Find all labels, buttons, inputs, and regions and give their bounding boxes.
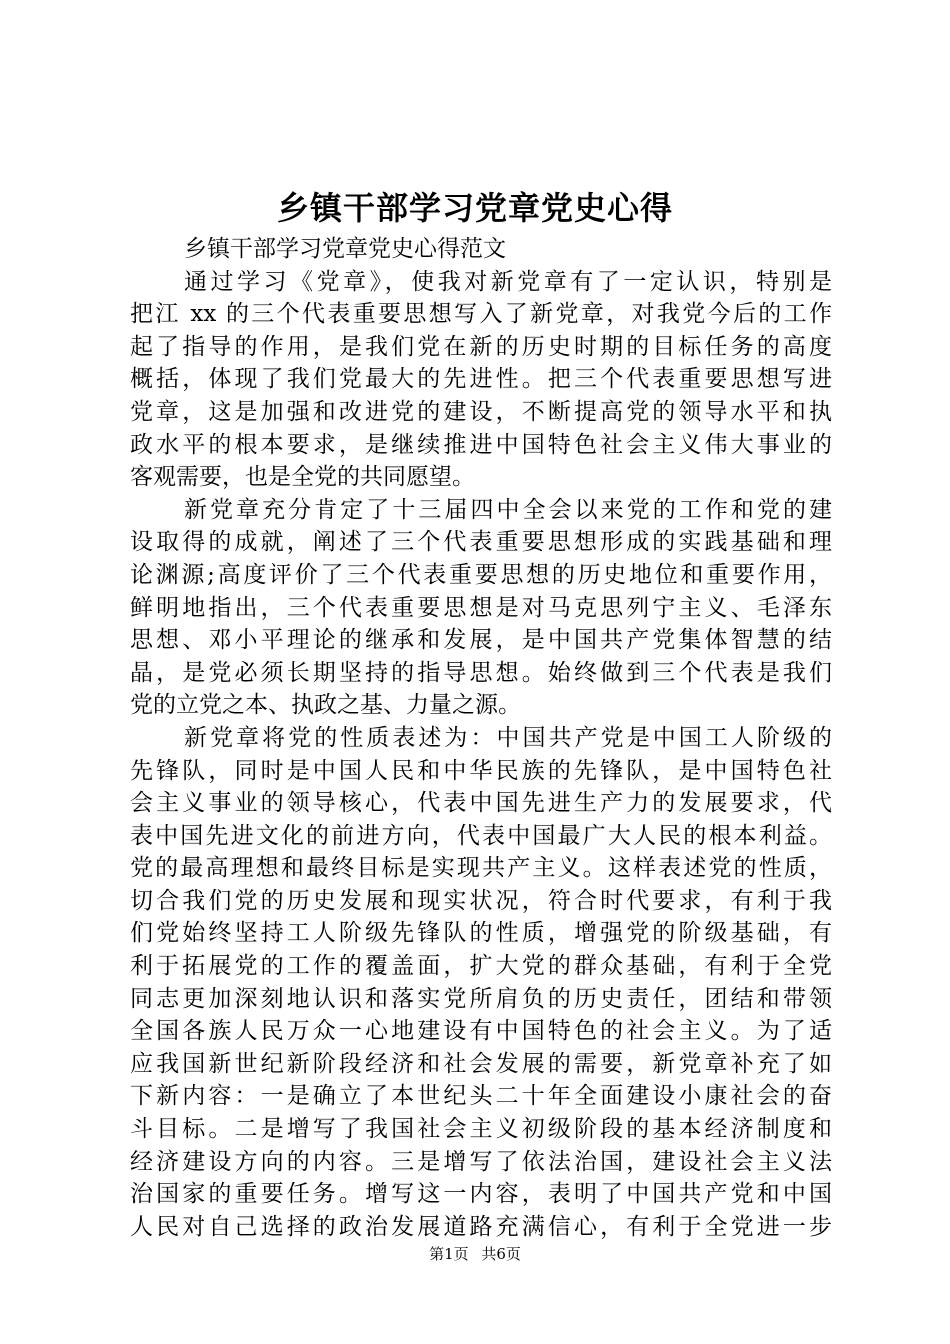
text-line: 论渊源;高度评价了三个代表重要思想的历史地位和重要作用， xyxy=(130,561,832,588)
text-line: 先锋队，同时是中国人民和中华民族的先锋队，是中国特色社 xyxy=(130,757,832,784)
text-line: 乡镇干部学习党章党史心得范文 xyxy=(184,236,506,262)
text-line: 全国各族人民万众一心地建设有中国特色的社会主义。为了适 xyxy=(130,1018,832,1045)
text-line: 概括，体现了我们党最大的先进性。把三个代表重要思想写进 xyxy=(130,366,832,393)
text-line: 党章，这是加强和改进党的建设，不断提高党的领导水平和执 xyxy=(130,398,832,425)
text-line: 表中国先进文化的前进方向，代表中国最广大人民的根本利益。 xyxy=(130,822,832,849)
text-line: 新党章将党的性质表述为：中国共产党是中国工人阶级的 xyxy=(184,724,832,751)
text-line: 斗目标。二是增写了我国社会主义初级阶段的基本经济制度和 xyxy=(130,1116,832,1143)
page-total: 共6页 xyxy=(481,1245,521,1263)
text-line: 党的立党之本、执政之基、力量之源。 xyxy=(130,692,521,719)
text-line: 人民对自己选择的政治发展道路充满信心，有利于全党进一步 xyxy=(130,1213,832,1240)
document-title: 乡镇干部学习党章党史心得 xyxy=(276,189,673,227)
text-line: 应我国新世纪新阶段经济和社会发展的需要，新党章补充了如 xyxy=(130,1050,832,1077)
text-line: 同志更加深刻地认识和落实党所肩负的历史责任，团结和带领 xyxy=(130,985,832,1012)
text-line: 客观需要，也是全党的共同愿望。 xyxy=(130,464,475,491)
text-line: 鲜明地指出，三个代表重要思想是对马克思列宁主义、毛泽东 xyxy=(130,594,832,621)
text-line: 们党始终坚持工人阶级先锋队的性质，增强党的阶级基础，有 xyxy=(130,920,832,947)
text-line: 下新内容：一是确立了本世纪头二十年全面建设小康社会的奋 xyxy=(130,1083,832,1110)
page-number: 第1页 xyxy=(429,1245,469,1263)
text-line: 新党章充分肯定了十三届四中全会以来党的工作和党的建 xyxy=(184,496,832,523)
text-line: 会主义事业的领导核心，代表中国先进生产力的发展要求，代 xyxy=(130,790,832,817)
text-line: 切合我们党的历史发展和现实状况，符合时代要求，有利于我 xyxy=(130,887,832,914)
text-line: 治国家的重要任务。增写这一内容，表明了中国共产党和中国 xyxy=(130,1181,832,1208)
text-line: 设取得的成就，阐述了三个代表重要思想形成的实践基础和理 xyxy=(130,529,832,556)
text-line: 通过学习《党章》，使我对新党章有了一定认识，特别是 xyxy=(184,268,832,295)
text-line: 政水平的根本要求，是继续推进中国特色社会主义伟大事业的 xyxy=(130,431,832,458)
text-line: 晶，是党必须长期坚持的指导思想。始终做到三个代表是我们 xyxy=(130,659,832,686)
text-line: 思想、邓小平理论的继承和发展，是中国共产党集体智慧的结 xyxy=(130,627,832,654)
document-body xyxy=(130,233,832,1243)
text-line: 党的最高理想和最终目标是实现共产主义。这样表述党的性质， xyxy=(130,855,832,882)
text-line: 把江 xx 的三个代表重要思想写入了新党章，对我党今后的工作 xyxy=(130,301,832,328)
text-line: 经济建设方向的内容。三是增写了依法治国，建设社会主义法 xyxy=(130,1148,832,1175)
text-line: 起了指导的作用，是我们党在新的历史时期的目标任务的高度 xyxy=(130,333,832,360)
page-footer xyxy=(0,1244,950,1264)
text-line: 利于拓展党的工作的覆盖面，扩大党的群众基础，有利于全党 xyxy=(130,953,832,980)
